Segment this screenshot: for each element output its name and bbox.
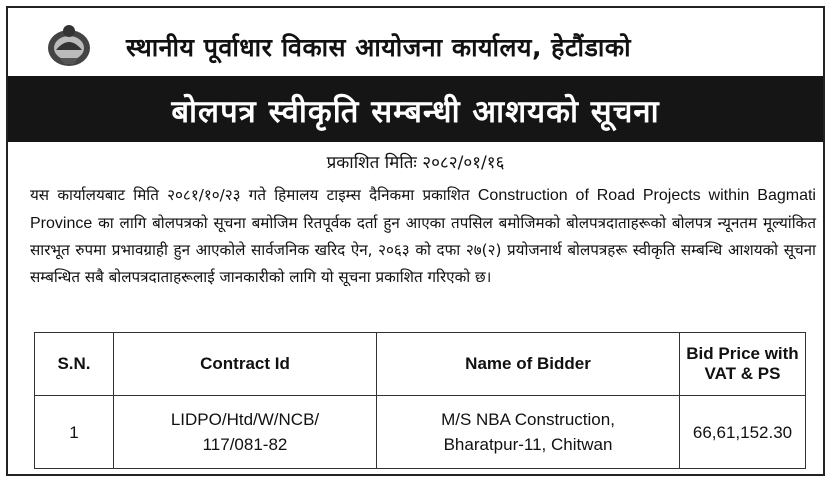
- notice-banner: [8, 76, 823, 142]
- bidder-line1: M/S NBA Construction,: [441, 410, 615, 429]
- cell-bidder: [377, 396, 680, 469]
- contract-id-line1: LIDPO/Htd/W/NCB/: [170, 410, 320, 429]
- published-date: प्रकाशित मितिः २०८२/०१/१६: [326, 153, 505, 173]
- notice-body-part1: यस कार्यालयबाट मिति २०८१/१०/२३ गते हिमालय टाइम्स दैनिकमा प्रकाशित: [30, 186, 478, 204]
- bidder-line2: Bharatpur-11, Chitwan: [443, 435, 613, 454]
- contract-id-line2: 117/081-82: [202, 435, 288, 454]
- notice-frame: [6, 6, 825, 476]
- header-bidder: Name of Bidder: [377, 333, 680, 396]
- nepal-government-emblem-icon: [46, 22, 92, 68]
- cell-sn: 1: [35, 396, 114, 469]
- cell-price: 66,61,152.30: [680, 396, 806, 469]
- header-price: Bid Price with VAT & PS: [680, 333, 806, 396]
- notice-title: बोलपत्र स्वीकृति सम्बन्धी आशयको सूचना: [171, 94, 660, 130]
- notice-body-part2: का लागि बोलपत्रको सूचना बमोजिम रितपूर्वक दर्ता हुन आएका तपसिल बमोजिमको बोलपत्रदाताहरूको बोलपत्र न्यूनतम मूल्यांकित सारभूत रुपमा प्रभावग्राही हुन आएकोले सार्वजनिक खरिद ऐन, २०६३ को दफा २७(२) प्रयोजनार्थ बोलपत्रहरू स्वीकृति सम्बन्धि आशयको सूचना सम्बन्धित सबै बोलपत्रदाताहरूलाई जानकारीको लागि यो सूचना प्रकाशित गरिएको छ।: [30, 213, 816, 286]
- table-row: [35, 396, 806, 469]
- header-contract-id: Contract Id: [114, 333, 377, 396]
- bid-table: [34, 332, 806, 469]
- project-name: Construction of Road Projects within Bagmati Province: [30, 187, 816, 232]
- header-sn: S.N.: [35, 333, 114, 396]
- cell-contract-id: [114, 396, 377, 469]
- header: [8, 8, 823, 74]
- office-title: स्थानीय पूर्वाधार विकास आयोजना कार्यालय, हेटौंडाको: [126, 33, 632, 62]
- table-header-row: [35, 333, 806, 396]
- notice-body: [30, 182, 816, 290]
